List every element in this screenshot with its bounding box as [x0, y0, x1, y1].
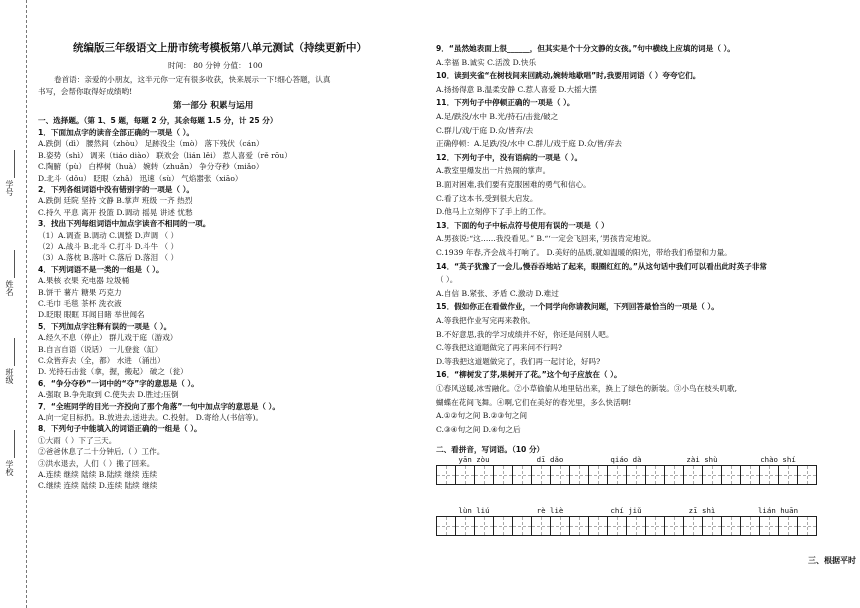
question-line: B.面对困难,我们要有克服困难的勇气和信心。 — [436, 180, 591, 189]
question-line: A.男孩说:“这……我没看见。” B.“‘一定会飞回来，’男孩肯定地说。 — [436, 234, 656, 244]
question-line: D. 光持石击瓮（拿，握，搬起） 破之（瓮） — [38, 367, 188, 377]
question-line: 16．“柳树发了芽,果树开了花。”这个句子应放在（ ）。 — [436, 370, 622, 380]
tianzige-box[interactable] — [550, 465, 570, 485]
writing-boxes — [512, 516, 588, 536]
time-value: 80 — [193, 61, 203, 70]
tianzige-box[interactable] — [569, 465, 589, 485]
tianzige-box[interactable] — [531, 465, 551, 485]
question-line: 2．下列各组词语中没有错别字的一项是（ ）。 — [38, 185, 195, 194]
question-line: 7．“全班同学的目光一齐投向了那个角落”一句中加点字的意思是（ ）。 — [38, 401, 280, 411]
tianzige-box[interactable] — [759, 465, 779, 485]
tianzige-box[interactable] — [474, 465, 494, 485]
question-line: 正确停顿：A.足跌/没/水中 C.群儿/戏于庭 D.众/皆/弃去 — [436, 139, 622, 149]
question-line: 6．“争分夺秒”一词中的“夺”字的意思是（ ）。 — [38, 378, 199, 388]
question-line: C.众皆弃去（全，都） 水进 （涌出） — [38, 356, 165, 365]
question-line: ③洪水退去，人们（ ）搬了回来。 — [38, 458, 155, 468]
tianzige-box[interactable] — [550, 516, 570, 536]
question-line: A.连续 继续 陆续 B.陆续 继续 连续 — [38, 470, 158, 479]
question-line: 12．下列句子中，没有语病的一项是（ ）。 — [436, 152, 583, 162]
binding-margin — [0, 0, 36, 608]
pinyin-text: yān zòu — [458, 455, 490, 464]
question-line: 15．假如你正在看做作业，一个同学向你请教问题，下列回答最恰当的一项是（ ）。 — [436, 302, 719, 312]
question-line: 蝴蝶在花间飞舞。④啊,它们在美好的春光里，多么快活啊! — [436, 397, 632, 407]
margin-blank — [14, 430, 15, 458]
pinyin-word — [588, 455, 664, 485]
question-line: C.1939 年春,齐会战斗打响了。 D.美好的品质,就如温暖的阳光，带给我们希望和力量。 — [436, 248, 732, 257]
question-line: ①春风送暖,冰雪融化。②小草偷偷从地里钻出来，换上了绿色的新装。③小鸟在枝头叽歌, — [436, 384, 737, 393]
question-line: 3．找出下列每组词语中加点字读音不相同的一项。 — [38, 219, 211, 229]
tianzige-box[interactable] — [455, 465, 475, 485]
part-one-title: 第一部分 积累与运用 — [173, 101, 254, 111]
exam-meta — [168, 60, 263, 71]
pinyin-text: qiáo dà — [610, 455, 642, 464]
question-line: B.姿势（shì） 调来（tiáo diào） 联欢会（lián lěi） 惹人喜爱（rě rōu） — [38, 150, 292, 160]
writing-boxes — [664, 516, 740, 536]
writing-boxes — [740, 516, 816, 536]
pinyin-word — [740, 455, 816, 485]
question-line: （3）A.落枕 B.落叶 C.落后 D.落泪 （ ） — [38, 253, 179, 263]
intro-line-1: 卷首语：亲爱的小朋友，这半元你一定有很多收获，快来展示一下!细心答题，认真 — [54, 75, 331, 84]
question-line: B.不好意思,我的学习成绩并不好，你还是问别人吧。 — [436, 329, 614, 339]
question-line: C.③④句之间 D.④句之后 — [436, 424, 521, 434]
tianzige-box[interactable] — [778, 465, 798, 485]
question-line: ①大雨（ ）下了三天。 — [38, 435, 117, 445]
question-line: B.饼干 薯片 糖果 巧克力 — [38, 287, 122, 297]
tianzige-box[interactable] — [797, 516, 817, 536]
question-line: B.自言自语（说话） 一儿登瓮（缸） — [38, 344, 163, 354]
intro-line-2: 书写，会帮你取得好成绩哟! — [38, 87, 133, 96]
time-label: 时间： — [168, 61, 191, 70]
margin-label-school: 学校 — [5, 460, 14, 476]
question-line: C.群儿/戏/于庭 D.众/皆弃/去 — [436, 125, 534, 135]
question-line: A.教室里爆发出一片热闹的掌声。 — [436, 166, 551, 176]
tianzige-box[interactable] — [702, 465, 722, 485]
pinyin-word — [436, 455, 512, 485]
tianzige-box[interactable] — [645, 465, 665, 485]
tianzige-box[interactable] — [607, 516, 627, 536]
question-line: 11．下列句子中停顿正确的一项是（ ）。 — [436, 98, 575, 108]
tianzige-box[interactable] — [607, 465, 627, 485]
tianzige-box[interactable] — [512, 516, 532, 536]
question-line: 9．“虽然她表面上很______，但其实是个十分文静的女孩。”句中横线上应填的词是（ ）。 — [436, 44, 735, 53]
tianzige-box[interactable] — [759, 516, 779, 536]
pinyin-word — [512, 506, 588, 536]
question-line: 1．下面加点字的读音全部正确的一项是（ ）。 — [38, 128, 195, 137]
question-line: A.足/跌没/水中 B.光/持石/击瓮/破之 — [436, 112, 559, 121]
tianzige-box[interactable] — [778, 516, 798, 536]
tianzige-box[interactable] — [569, 516, 589, 536]
question-line: C.继续 连续 陆续 D.连续 陆续 继续 — [38, 481, 158, 491]
question-line: A.自信 B.紧张、矛盾 C.激动 D.难过 — [436, 288, 559, 298]
tianzige-box[interactable] — [797, 465, 817, 485]
question-line: A.幸福 B.诚实 C.活泼 D.快乐 — [436, 57, 537, 67]
tianzige-box[interactable] — [436, 465, 456, 485]
tianzige-box[interactable] — [474, 516, 494, 536]
tianzige-box[interactable] — [740, 465, 760, 485]
tianzige-box[interactable] — [683, 516, 703, 536]
pinyin-text: rè liè — [536, 506, 564, 515]
tianzige-box[interactable] — [645, 516, 665, 536]
margin-blank — [14, 150, 15, 178]
margin-blank — [14, 338, 15, 366]
pinyin-word — [664, 455, 740, 485]
question-line: 4．下列词语不是一类的一组是（ ）。 — [38, 264, 164, 274]
margin-blank — [14, 250, 15, 278]
section-1-heading: 一、选择题。（第 1、5 题，每题 2 分，其余每题 1.5 分，计 25 分） — [38, 116, 278, 125]
pinyin-word — [436, 506, 512, 536]
tianzige-box[interactable] — [683, 465, 703, 485]
question-line: A.果核 衣果 充电器 垃圾桶 — [38, 276, 130, 286]
question-line: ②爸爸休息了二十分钟后,（ ）工作。 — [38, 447, 165, 457]
tianzige-box[interactable] — [455, 516, 475, 536]
pinyin-word — [664, 506, 740, 536]
margin-label-student-id: 学号 — [5, 180, 14, 196]
tianzige-box[interactable] — [702, 516, 722, 536]
question-line: D.北斗（dǒu） 眨眼（zhǎ） 迅速（sù） 气焰嚣张（xiāo） — [38, 173, 243, 183]
question-line: C.毛巾 毛毯 茶杯 洗衣液 — [38, 299, 122, 308]
tianzige-box[interactable] — [531, 516, 551, 536]
margin-label-name: 姓名 — [5, 280, 14, 296]
score-value: 100 — [248, 61, 263, 70]
question-line: C.看了这本书,受到很大启发。 — [436, 193, 538, 203]
question-line: C.陶腑（pù） 白桦树（huà） 婉转（zhuǎn） 争分夺秒（miǎo） — [38, 162, 264, 172]
question-line: C.持久 平息 离开 投篮 D.调动 摇晃 讲述 忧愁 — [38, 207, 193, 217]
writing-boxes — [512, 465, 588, 485]
tianzige-box[interactable] — [740, 516, 760, 536]
score-label: 分值： — [222, 61, 246, 70]
writing-boxes — [436, 516, 512, 536]
question-line: D.他马上立刻停下了手上的工作。 — [436, 207, 551, 217]
question-line: A.向一定目标扔。B.放进去,送进去。C.投射。 D.寄给人(书信等)。 — [38, 413, 264, 422]
tianzige-box[interactable] — [721, 516, 741, 536]
section-3-heading: 三、根据平时 — [808, 556, 856, 565]
pinyin-word — [512, 455, 588, 485]
tianzige-box[interactable] — [436, 516, 456, 536]
question-line: D.等我把这道题做完了，我们再一起讨论，好吗? — [436, 356, 601, 366]
question-line: A.等我把作业写完再来教你。 — [436, 316, 536, 325]
pinyin-text: chào shí — [760, 455, 796, 464]
writing-boxes — [436, 465, 512, 485]
pinyin-text: lián huān — [757, 506, 799, 515]
margin-label-class: 班级 — [5, 368, 14, 384]
pinyin-word — [740, 506, 816, 536]
question-line: 13．下面的句子中标点符号使用有误的一项是（ ） — [436, 220, 609, 230]
question-line: A.强取 B.争先取到 C.使失去 D.胜过;压倒 — [38, 390, 179, 400]
pinyin-text: lùn liú — [458, 506, 490, 515]
tianzige-box[interactable] — [493, 465, 513, 485]
tianzige-box[interactable] — [626, 465, 646, 485]
question-line: 5．下列加点字注释有误的一项是（ ）。 — [38, 321, 172, 331]
tianzige-box[interactable] — [588, 465, 608, 485]
tianzige-box[interactable] — [493, 516, 513, 536]
writing-boxes — [740, 465, 816, 485]
question-line: （ ）。 — [436, 275, 458, 285]
tianzige-box[interactable] — [588, 516, 608, 536]
tianzige-box[interactable] — [626, 516, 646, 536]
question-line: A.跌倒 廷院 坚持 文静 B.掌声 班级 一齐 热烈 — [38, 196, 193, 206]
time-unit: 分钟 — [205, 61, 221, 70]
question-line: A.经久不息（停止） 群儿戏于庭（游戏） — [38, 333, 178, 343]
question-line: （1）A.调查 B.调动 C.调整 D.声调 （ ） — [38, 230, 179, 240]
tianzige-box[interactable] — [664, 516, 684, 536]
tianzige-box[interactable] — [721, 465, 741, 485]
pinyin-text: chí jiǔ — [610, 506, 642, 515]
question-line: 14．“英子犹豫了一会儿,慢吞吞地站了起来，眼圈红红的。”从这句话中我们可以看出此时英子非常 — [436, 261, 767, 271]
pinyin-text: dī dǎo — [536, 455, 564, 464]
tianzige-box[interactable] — [512, 465, 532, 485]
exam-title: 统编版三年级语文上册市统考模板第八单元测试（持续更新中） — [73, 42, 367, 54]
pinyin-word — [588, 506, 664, 536]
question-line: （2）A.战斗 B.北斗 C.打斗 D.斗牛 （ ） — [38, 242, 179, 251]
question-line: A.跌倒（dì） 腰然间（zhòu） 足跡没尘（mò） 落下残伏（cán） — [38, 139, 264, 149]
cut-line — [26, 0, 27, 608]
pinyin-text: zài shù — [686, 455, 718, 464]
question-line: A.①②句之间 B.②③句之间 — [436, 411, 528, 421]
writing-boxes — [588, 465, 664, 485]
tianzige-box[interactable] — [664, 465, 684, 485]
pinyin-row-2 — [436, 506, 856, 566]
question-line: 10．读到夹雀“在树枝间来回跳动,婉转地歇唱”时,我要用词语（ ）夸夸它们。 — [436, 71, 701, 81]
question-line: D.眨眼 眼眶 耳闻目睹 举世闻名 — [38, 310, 145, 320]
pinyin-text: zī shì — [688, 506, 716, 515]
question-line: C.等我把这道题做完了再来问不行吗? — [436, 343, 562, 353]
question-line: A.扬扬得意 B.温柔安静 C.惹人喜爱 D.大摇大摆 — [436, 84, 597, 94]
section-2-heading: 二、看拼音，写词语。（10 分） — [436, 445, 545, 454]
question-line: 8．下列句子中能填入的词语正确的一组是（ ）。 — [38, 424, 202, 434]
writing-boxes — [664, 465, 740, 485]
writing-boxes — [588, 516, 664, 536]
